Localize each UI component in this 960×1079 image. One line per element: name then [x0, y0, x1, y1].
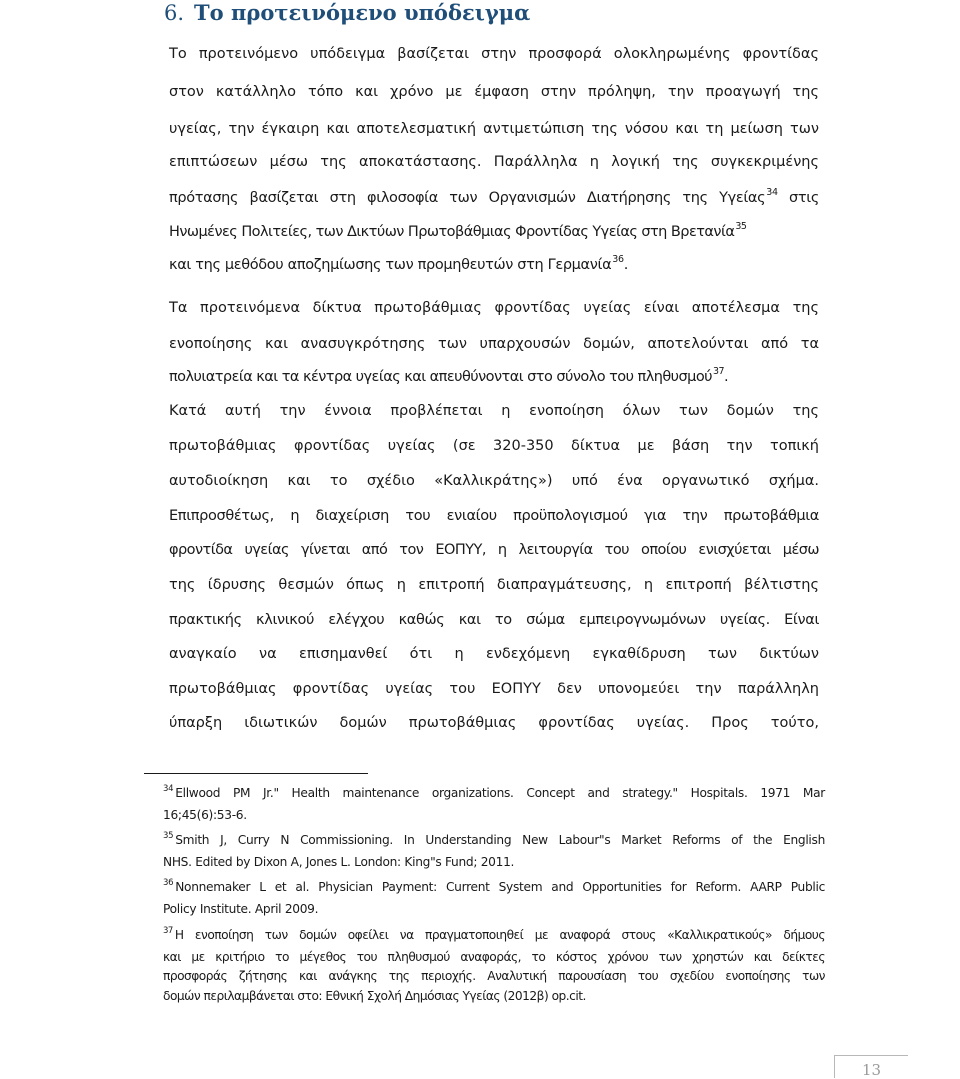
footnote-ref[interactable]: 37: [713, 366, 724, 377]
footnote-line: [163, 831, 825, 853]
footnote-separator: [144, 773, 368, 774]
body-line: Τα προτεινόμενα δίκτυα πρωτοβάθμιας φροντίδας υγείας είναι αποτέλεσμα της: [169, 300, 819, 316]
body-line-with-footnote-ref: [169, 188, 819, 210]
body-text: και της μεθόδου αποζημίωσης των προμηθευτών στη Γερμανία: [169, 257, 612, 273]
body-line: αναγκαίο να επισημανθεί ότι η ενδεχόμενη εγκαθίδρυση των δικτύων: [169, 646, 819, 662]
page-number: 13: [861, 1061, 882, 1079]
page-number-box: [834, 1055, 908, 1078]
footnote-text: Nonnemaker L et al. Physician Payment: Current System and Opportunities for Reform. AARP Public: [175, 880, 825, 894]
footnote: [163, 831, 825, 872]
body-text: Ηνωμένες Πολιτείες, των Δικτύων Πρωτοβάθμιας Φροντίδας Υγείας στη Βρετανία: [169, 224, 735, 240]
body-line-with-footnote-ref: [169, 367, 819, 389]
footnote-number: 37: [163, 926, 173, 936]
body-line: Κατά αυτή την έννοια προβλέπεται η ενοποίηση όλων των δομών της: [169, 403, 819, 419]
body-line: ενοποίησης και ανασυγκρότησης των υπαρχουσών δομών, αποτελούνται από τα: [169, 336, 819, 352]
body-line: επιπτώσεων μέσω της αποκατάστασης. Παράλληλα η λογική της συγκεκριμένης: [169, 154, 819, 170]
section-heading: [164, 0, 530, 26]
footnote-ref[interactable]: 36: [612, 254, 624, 265]
body-text: πολυιατρεία και τα κέντρα υγείας και απευθύνονται στο σύνολο του πληθυσμού: [169, 369, 712, 385]
body-line: Επιπροσθέτως, η διαχείριση του ενιαίου προϋπολογισμού για την πρωτοβάθμια: [169, 508, 819, 524]
footnote: [163, 926, 825, 1006]
body-line: πρωτοβάθμιας φροντίδας υγείας (σε 320-350 δίκτυα με βάση την τοπική: [169, 438, 819, 454]
footnote-line: προσφοράς ζήτησης και ανάγκης της περιοχής. Αναλυτική παρουσίαση του σχεδίου ενοποίησης των: [163, 969, 825, 983]
footnote-number: 34: [163, 784, 174, 794]
body-line: στον κατάλληλο τόπο και χρόνο με έμφαση στην πρόληψη, την προαγωγή της: [169, 84, 819, 100]
footnote-number: 36: [163, 878, 174, 888]
body-line: ύπαρξη ιδιωτικών δομών πρωτοβάθμιας φροντίδας υγείας. Προς τούτο,: [169, 715, 819, 731]
footnote-line: NHS. Edited by Dixon A, Jones L. London: King"s Fund; 2011.: [163, 854, 515, 869]
body-text: .: [724, 369, 729, 385]
footnote-text: Smith J, Curry N Commissioning. In Understanding New Labour"s Market Reforms of the English: [175, 833, 825, 847]
body-line: φροντίδα υγείας γίνεται από τον ΕΟΠΥΥ, η λειτουργία του οποίου ενισχύεται μέσω: [169, 542, 819, 558]
body-line: αυτοδιοίκηση και το σχέδιο «Καλλικράτης») υπό ένα οργανωτικό σχήμα.: [169, 473, 819, 489]
footnote-line: [163, 784, 825, 806]
footnote-line: [163, 878, 825, 900]
body-line: υγείας, την έγκαιρη και αποτελεσματική αντιμετώπιση της νόσου και τη μείωση των: [169, 121, 819, 137]
footnote: [163, 878, 825, 919]
footnote-number: 35: [163, 831, 174, 841]
body-line-with-footnote-ref: [169, 255, 819, 277]
footnote-line: Policy Institute. April 2009.: [163, 901, 319, 916]
footnote-line: δομών περιλαμβάνεται στο: Εθνική Σχολή Δημόσιας Υγείας (2012β) op.cit.: [163, 988, 586, 1003]
section-number: 6.: [164, 1, 185, 25]
footnote-line: και με κριτήριο το μέγεθος του πληθυσμού αναφοράς, το κόστος χρόνου των χρηστών και δείκτες: [163, 949, 825, 964]
footnote-ref[interactable]: 35: [735, 221, 747, 232]
footnote-line: 16;45(6):53-6.: [163, 807, 247, 822]
body-line: της ίδρυσης θεσμών όπως η επιτροπή διαπραγμάτευσης, η επιτροπή βέλτιστης: [169, 577, 819, 593]
body-line: πρακτικής κλινικού ελέγχου καθώς και το σώμα εμπειρογνωμόνων υγείας. Είναι: [169, 612, 819, 628]
footnote-line: [163, 926, 825, 948]
body-text: .: [623, 257, 628, 273]
body-line: πρωτοβάθμιας φροντίδας υγείας του ΕΟΠΥΥ δεν υπονομεύει την παράλληλη: [169, 681, 819, 697]
section-title: Το προτεινόμενο υπόδειγμα: [194, 0, 531, 25]
footnote-text: Η ενοποίηση των δομών οφείλει να πραγματοποιηθεί με αναφορά στους «Καλλικρατικούς» δήμους: [174, 928, 825, 942]
footnote: [163, 784, 825, 825]
body-line: Το προτεινόμενο υπόδειγμα βασίζεται στην προσφορά ολοκληρωμένης φροντίδας: [169, 46, 819, 62]
footnote-ref[interactable]: 34: [766, 187, 778, 198]
footnote-text: Ellwood PM Jr." Health maintenance organizations. Concept and strategy." Hospitals. 1971 Mar: [175, 786, 825, 800]
body-line-with-footnote-ref: [169, 222, 819, 244]
body-text: στις: [777, 190, 819, 206]
body-text: πρότασης βασίζεται στη φιλοσοφία των Οργανισμών Διατήρησης της Υγείας: [169, 190, 766, 206]
